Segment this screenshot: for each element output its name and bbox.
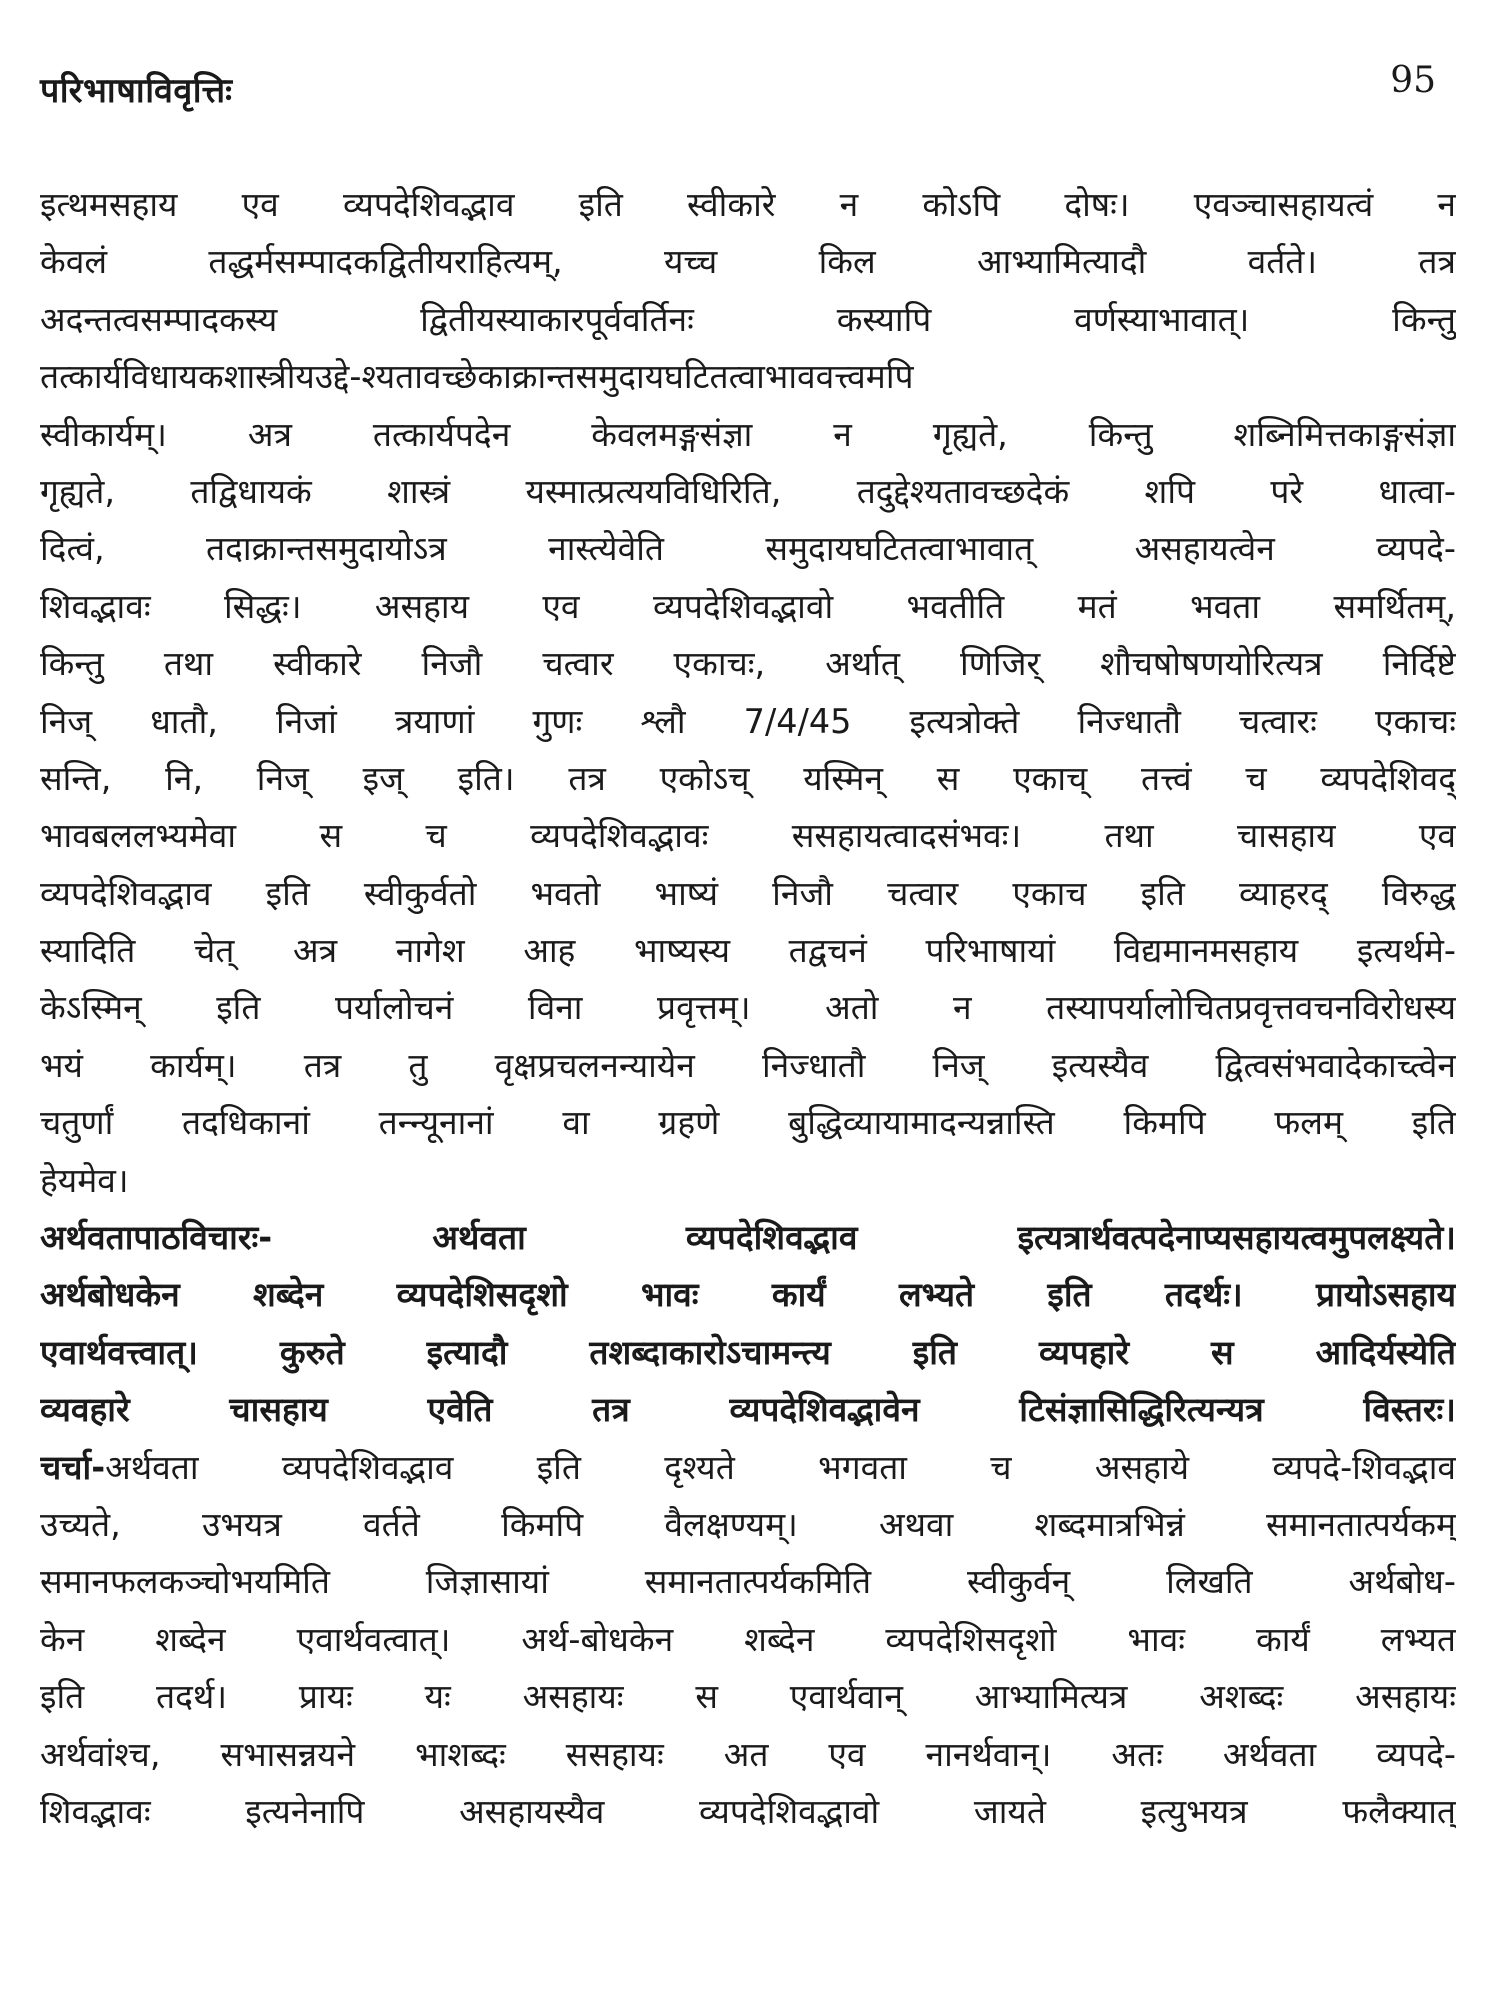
text-line: गृह्यते, तद्विधायकं शास्त्रं यस्मात्प्रत्ययविधिरिति, तदुद्देश्यतावच्छदेकं शपि परे धात्वा- (40, 471, 1456, 511)
section-arthavata (40, 1209, 1456, 1439)
text-line: हेयमेव। (40, 1160, 129, 1200)
text-line: तत्कार्यविधायकशास्त्रीयउद्दे-श्यतावच्छेकाक्रान्तसमुदायघटितत्वाभाववत्त्वमपि (40, 357, 914, 397)
text-line: दित्वं, तदाक्रान्तसमुदायोऽत्र नास्त्येवेति समुदायघटितत्वाभावात् असहायत्वेन व्यपदे- (40, 529, 1456, 569)
text-line: केवलं तद्धर्मसम्पादकद्वितीयराहित्यम्, यच्च किल आभ्यामित्यादौ वर्तते। तत्र (40, 242, 1456, 282)
text-line-segment: अर्थवता व्यपदेशिवद्भाव इत्यत्रार्थवत्पदेनाप्यसहायत्वमुपलक्ष्यते। (272, 1218, 1456, 1258)
text-line: केऽस्मिन् इति पर्यालोचनं विना प्रवृत्तम्। अतो न तस्यापर्यालोचितप्रवृत्तवचनविरोधस्य (40, 988, 1456, 1028)
text-line: उच्यते, उभयत्र वर्तते किमपि वैलक्षण्यम्। अथवा शब्दमात्रभिन्नं समानतात्पर्यकम् (40, 1504, 1456, 1544)
body-text (40, 176, 1456, 1840)
text-line: एवार्थवत्त्वात्। कुरुते इत्यादौ तशब्दाकारोऽचामन्त्य इति व्यपहारे स आदिर्यस्येति (40, 1332, 1456, 1372)
text-line: अदन्तत्वसम्पादकस्य द्वितीयस्याकारपूर्ववर्तिनः कस्यापि वर्णस्याभावात्। किन्तु (40, 299, 1456, 339)
text-line: चतुर्णां तदधिकानां तन्न्यूनानां वा ग्रहणे बुद्धिव्यायामादन्यन्नास्ति किमपि फलम् इति (40, 1103, 1456, 1143)
section-charcha (40, 1439, 1456, 1841)
text-line: केन शब्देन एवार्थवत्वात्। अर्थ-बोधकेन शब्देन व्यपदेशिसदृशो भावः कार्यं लभ्यत (40, 1619, 1456, 1659)
text-line: अर्थबोधकेन शब्देन व्यपदेशिसदृशो भावः कार्यं लभ्यते इति तदर्थः। प्रायोऽसहाय (40, 1275, 1456, 1315)
text-line: इति तदर्थ। प्रायः यः असहायः स एवार्थवान् आभ्यामित्यत्र अशब्दः असहायः (40, 1677, 1456, 1717)
text-line: समानफलकञ्चोभयमिति जिज्ञासायां समानतात्पर्यकमिति स्वीकुर्वन् लिखति अर्थबोध- (40, 1562, 1456, 1602)
section-heading-line (40, 1209, 1456, 1266)
text-line: किन्तु तथा स्वीकारे निजौ चत्वार एकाचः, अर्थात् णिजिर् शौचषोषणयोरित्यत्र निर्दिष्टे (40, 644, 1456, 684)
text-line: स्यादिति चेत् अत्र नागेश आह भाष्यस्य तद्वचनं परिभाषायां विद्यमानमसहाय इत्यर्थमे- (40, 931, 1456, 971)
text-line: व्यपदेशिवद्भाव इति स्वीकुर्वतो भवतो भाष्यं निजौ चत्वार एकाच इति व्याहरद् विरुद्ध (40, 873, 1456, 913)
text-line: इत्थमसहाय एव व्यपदेशिवद्भाव इति स्वीकारे न कोऽपि दोषः। एवञ्चासहायत्वं न (40, 185, 1456, 224)
paragraph-main (40, 176, 1456, 1209)
text-line: सन्ति, नि, निज् इज् इति। तत्र एकोऽच् यस्मिन् स एकाच् तत्त्वं च व्यपदेशिवद् (40, 758, 1456, 798)
text-line: व्यवहारे चासहाय एवेति तत्र व्यपदेशिवद्भावेन टिसंज्ञासिद्धिरित्यन्यत्र विस्तरः। (40, 1390, 1456, 1430)
section-label-charcha: चर्चा- (40, 1447, 106, 1487)
text-line: भावबललभ्यमेवा स च व्यपदेशिवद्भावः ससहायत्वादसंभवः। तथा चासहाय एव (40, 816, 1456, 856)
running-title: परिभाषाविवृत्तिः (40, 71, 233, 111)
text-line-segment: अर्थवता व्यपदेशिवद्भाव इति दृश्यते भगवता च असहाये व्यपदे-शिवद्भाव (105, 1447, 1456, 1487)
text-line: स्वीकार्यम्। अत्र तत्कार्यपदेन केवलमङ्गसंज्ञा न गृह्यते, किन्तु शब्निमित्तकाङ्गसंज्ञा (40, 414, 1456, 454)
text-line: भयं कार्यम्। तत्र तु वृक्षप्रचलनन्यायेन निज्धातौ निज् इत्यस्यैव द्वित्वसंभवादेकाच्त्वेन (40, 1045, 1456, 1085)
text-line: अर्थवांश्च, सभासन्नयने भाशब्दः ससहायः अत एव नानर्थवान्। अतः अर्थवता व्यपदे- (40, 1734, 1456, 1774)
running-header (40, 52, 1456, 132)
text-line: शिवद्भावः सिद्धः। असहाय एव व्यपदेशिवद्भावो भवतीति मतं भवता समर्थितम्, (40, 586, 1456, 626)
text-line: शिवद्भावः इत्यनेनापि असहायस्यैव व्यपदेशिवद्भावो जायते इत्युभयत्र फलैक्यात् (40, 1791, 1456, 1831)
page-number: 95 (1390, 60, 1436, 101)
section-heading-line (40, 1439, 1456, 1496)
text-line: निज् धातौ, निजां त्रयाणां गुणः श्लौ 7/4/45 इत्यत्रोक्ते निज्धातौ चत्वारः एकाचः (40, 701, 1456, 741)
section-label-arthavata: अर्थवतापाठविचारः- (40, 1218, 273, 1258)
